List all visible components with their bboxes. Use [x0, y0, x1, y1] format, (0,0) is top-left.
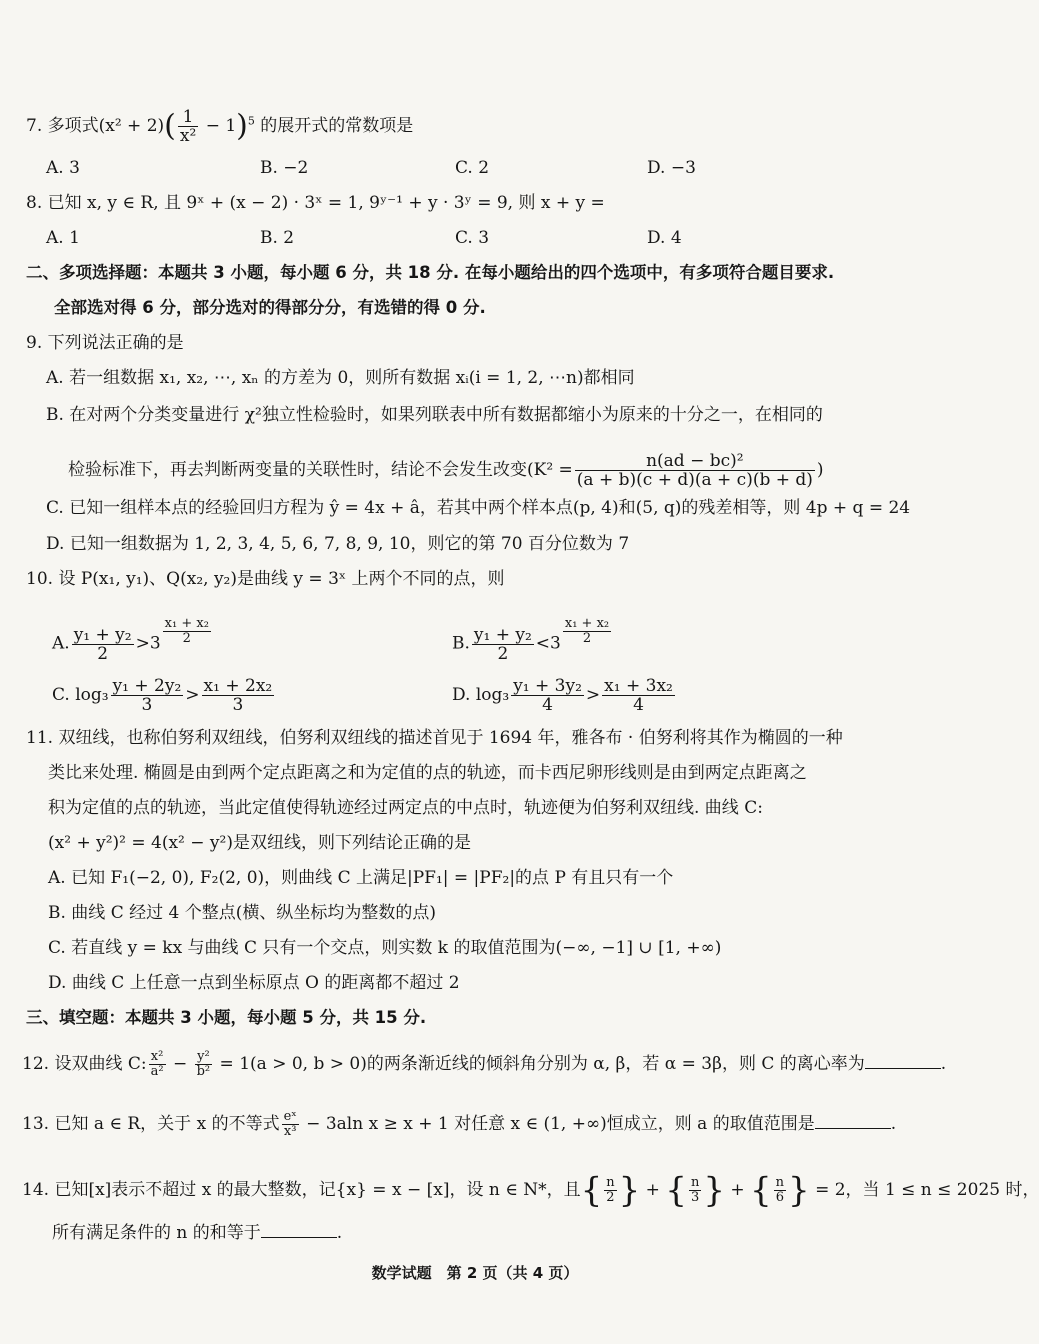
q11-option-b: B. 曲线 C 经过 4 个整点(横、纵坐标均为整数的点)	[48, 903, 437, 923]
q10-a-exp-den: 2	[182, 631, 191, 646]
q14-frac2	[689, 1176, 701, 1205]
q12-prefix: 12. 设双曲线 C:	[22, 1054, 147, 1074]
q9-option-a: A. 若一组数据 x₁, x₂, ⋯, xₙ 的方差为 0，则所有数据 xᵢ(i = 1, 2, ⋯n)都相同	[46, 368, 635, 388]
q14-d3: 6	[775, 1190, 784, 1205]
q8-stem: 8. 已知 x, y ∈ R, 且 9ˣ + (x − 2) · 3ˣ = 1, 9ʸ⁻¹ + y · 3ʸ = 9, 则 x + y =	[26, 193, 605, 213]
q10-c-label: C. log₃	[52, 685, 109, 705]
q10-a-exp-num: x₁ + x₂	[164, 616, 209, 631]
q14-n3: n	[775, 1175, 785, 1190]
q7-paren-close: )	[236, 108, 248, 144]
q10-d-gt: >	[585, 685, 601, 705]
q10-c-frac2	[202, 677, 275, 714]
q12-stem	[22, 1050, 946, 1079]
q7-stem-prefix: 7. 多项式(x² + 2)	[26, 116, 165, 136]
q7-frac-num: 1	[178, 108, 198, 127]
q13-prefix: 13. 已知 a ∈ R，关于 x 的不等式	[22, 1114, 280, 1134]
q9-option-d: D. 已知一组数据为 1, 2, 3, 4, 5, 6, 7, 8, 9, 10，则它的第 70 百分位数为 7	[46, 534, 630, 554]
q11-line2: 类比来处理. 椭圆是由到两个定点距离之和为定值的点的轨迹，而卡西尼卵形线则是由到两定点距离之	[48, 763, 807, 783]
q13-end: .	[890, 1114, 897, 1134]
q11-line3: 积为定值的点的轨迹，当此定值使得轨迹经过两定点的中点时，轨迹便为伯努利双纽线. 曲线 C:	[48, 798, 763, 818]
q10-a-den: 2	[97, 643, 109, 664]
q14-brace-open2: {	[665, 1170, 687, 1211]
q10-c-frac1	[111, 677, 184, 714]
page-footer: 数学试题 第 2 页（共 4 页）	[371, 1264, 579, 1282]
q10-a-fraction	[72, 626, 134, 663]
q10-b-exp-den: 2	[582, 631, 592, 646]
q11-option-d: D. 曲线 C 上任意一点到坐标原点 O 的距离都不超过 2	[48, 973, 460, 993]
q12-minus: −	[167, 1054, 193, 1074]
section2-heading: 二、多项选择题：本题共 3 小题，每小题 6 分，共 18 分. 在每小题给出的四个选项中，有多项符合题目要求.	[26, 263, 835, 282]
q13-den: x³	[283, 1124, 297, 1139]
q12-frac1	[149, 1050, 166, 1079]
q11-line1: 11. 双纽线，也称伯努利双纽线，伯努利双纽线的描述首见于 1694 年，雅各布 · 伯努利将其作为椭圆的一种	[26, 728, 843, 748]
q11-line4: (x² + y²)² = 4(x² − y²)是双纽线，则下列结论正确的是	[48, 833, 471, 853]
q10-a-base: 3	[149, 633, 161, 654]
q7-option-d: D. −3	[647, 158, 696, 178]
q14-plus1: +	[640, 1180, 666, 1200]
q10-option-c	[52, 677, 276, 714]
q14-d2: 3	[690, 1190, 700, 1205]
q14-suffix: = 2，当 1 ≤ n ≤ 2025 时，	[809, 1180, 1039, 1200]
q13-suffix: − 3aln x ≥ x + 1 对任意 x ∈ (1, +∞)恒成立，则 a 的取值范围是	[300, 1114, 815, 1134]
q10-c-num2: x₁ + 2x₂	[203, 676, 273, 696]
q11-option-a: A. 已知 F₁(−2, 0), F₂(2, 0)，则曲线 C 上满足|PF₁| = |PF₂|的点 P 有且只有一个	[48, 868, 674, 888]
q8-option-d: D. 4	[647, 228, 682, 248]
q7-fraction	[178, 108, 198, 145]
q12-n2: y²	[195, 1050, 213, 1065]
q14-line2	[52, 1222, 342, 1244]
q10-stem: 10. 设 P(x₁, y₁)、Q(x₂, y₂)是曲线 y = 3ˣ 上两个不同的点，则	[26, 569, 505, 589]
q12-d2: b²	[196, 1064, 211, 1079]
q10-option-d	[452, 677, 677, 714]
q7-after-frac: − 1	[200, 116, 237, 136]
k2-denominator: (a + b)(c + d)(a + c)(b + d)	[576, 470, 813, 490]
q9-b2-suffix: )	[816, 460, 824, 480]
q10-d-frac2	[602, 677, 675, 714]
q10-option-b	[452, 617, 613, 663]
section2-rules: 全部选对得 6 分，部分选对的得部分分，有选错的得 0 分.	[54, 298, 486, 317]
q10-d-num1: y₁ + 3y₂	[513, 676, 582, 696]
q10-c-den2: 3	[232, 695, 244, 715]
q13-stem	[22, 1110, 896, 1139]
q12-frac2	[195, 1050, 213, 1079]
q14-frac1	[604, 1176, 616, 1205]
q14-line2-text: 所有满足条件的 n 的和等于	[52, 1223, 261, 1243]
q8-option-b: B. 2	[260, 228, 295, 248]
q12-d1: a²	[150, 1064, 164, 1079]
q14-end: .	[336, 1223, 343, 1243]
q9-stem: 9. 下列说法正确的是	[26, 333, 184, 353]
q8-option-a: A. 1	[46, 228, 80, 248]
q9-option-b-line1: B. 在对两个分类变量进行 χ²独立性检验时，如果列联表中所有数据都缩小为原来的十分之一，在相同的	[46, 405, 823, 425]
q14-brace-close2: }	[703, 1170, 725, 1211]
q10-a-exponent	[163, 617, 211, 646]
q10-c-gt: >	[185, 685, 200, 705]
q10-b-exponent	[563, 617, 611, 646]
q12-n1: x²	[149, 1050, 166, 1065]
q8-option-c: C. 3	[455, 228, 490, 248]
q14-n1: n	[606, 1175, 615, 1190]
q10-b-base: 3	[550, 633, 561, 654]
q10-a-gt: >	[135, 633, 150, 654]
q14-frac3	[774, 1176, 786, 1205]
q10-c-num1: y₁ + 2y₂	[112, 676, 182, 696]
q10-d-den1: 4	[542, 695, 553, 715]
q10-c-den1: 3	[141, 695, 153, 715]
q14-n2: n	[690, 1175, 700, 1190]
q14-brace-close1: }	[618, 1170, 641, 1211]
q12-answer-blank[interactable]	[865, 1054, 941, 1069]
q7-option-b: B. −2	[260, 158, 309, 178]
q9-option-c: C. 已知一组样本点的经验回归方程为 ŷ = 4x + â，若其中两个样本点(p, 4)和(5, q)的残差相等，则 4p + q = 24	[46, 498, 911, 518]
q9-option-b-line2	[68, 452, 824, 489]
q10-b-fraction	[472, 626, 534, 663]
q7-option-a: A. 3	[46, 158, 80, 178]
q14-stem	[22, 1170, 1039, 1211]
section3-heading: 三、填空题：本题共 3 小题，每小题 5 分，共 15 分.	[26, 1008, 427, 1027]
q7-stem-suffix: 的展开式的常数项是	[260, 116, 414, 136]
q14-prefix: 14. 已知[x]表示不超过 x 的最大整数，记{x} = x − [x]，设 n ∈ N*，且	[22, 1180, 581, 1200]
q14-answer-blank[interactable]	[261, 1223, 337, 1238]
k2-fraction	[575, 452, 815, 489]
q12-end: .	[940, 1054, 947, 1074]
q12-suffix: = 1(a > 0, b > 0)的两条渐近线的倾斜角分别为 α, β，若 α = 3β，则 C 的离心率为	[214, 1054, 865, 1074]
q10-option-a	[52, 617, 213, 663]
q13-frac	[282, 1110, 299, 1139]
q10-d-label: D. log₃	[452, 685, 510, 705]
q14-brace-close3: }	[788, 1170, 810, 1211]
q10-b-den: 2	[497, 643, 509, 664]
q14-d1: 2	[606, 1190, 615, 1205]
q7-exponent: 5	[247, 114, 255, 128]
q7-paren-open: (	[164, 108, 176, 144]
q14-plus2: +	[724, 1180, 751, 1200]
q13-answer-blank[interactable]	[815, 1114, 891, 1129]
q10-b-lt: <	[535, 633, 551, 654]
q10-b-label: B.	[452, 633, 470, 654]
k2-numerator: n(ad − bc)²	[575, 452, 815, 471]
q14-brace-open1: {	[580, 1170, 603, 1211]
q7-option-c: C. 2	[455, 158, 490, 178]
q7-frac-den: x²	[179, 126, 197, 146]
q7-stem	[26, 108, 413, 145]
q14-brace-open3: {	[750, 1170, 772, 1211]
q10-b-num: y₁ + y₂	[473, 624, 532, 645]
q10-d-num2: x₁ + 3x₂	[604, 676, 673, 696]
q10-b-exp-num: x₁ + x₂	[564, 616, 610, 631]
q10-a-label: A.	[52, 633, 70, 654]
q10-d-frac1	[511, 677, 584, 714]
q10-d-den2: 4	[633, 695, 644, 715]
q13-num: eˣ	[283, 1109, 297, 1124]
q11-option-c: C. 若直线 y = kx 与曲线 C 只有一个交点，则实数 k 的取值范围为(−∞, −1] ∪ [1, +∞)	[48, 938, 722, 958]
q10-a-num: y₁ + y₂	[73, 624, 132, 645]
q9-b2-prefix: 检验标准下，再去判断两变量的关联性时，结论不会发生改变(K² =	[68, 460, 573, 480]
